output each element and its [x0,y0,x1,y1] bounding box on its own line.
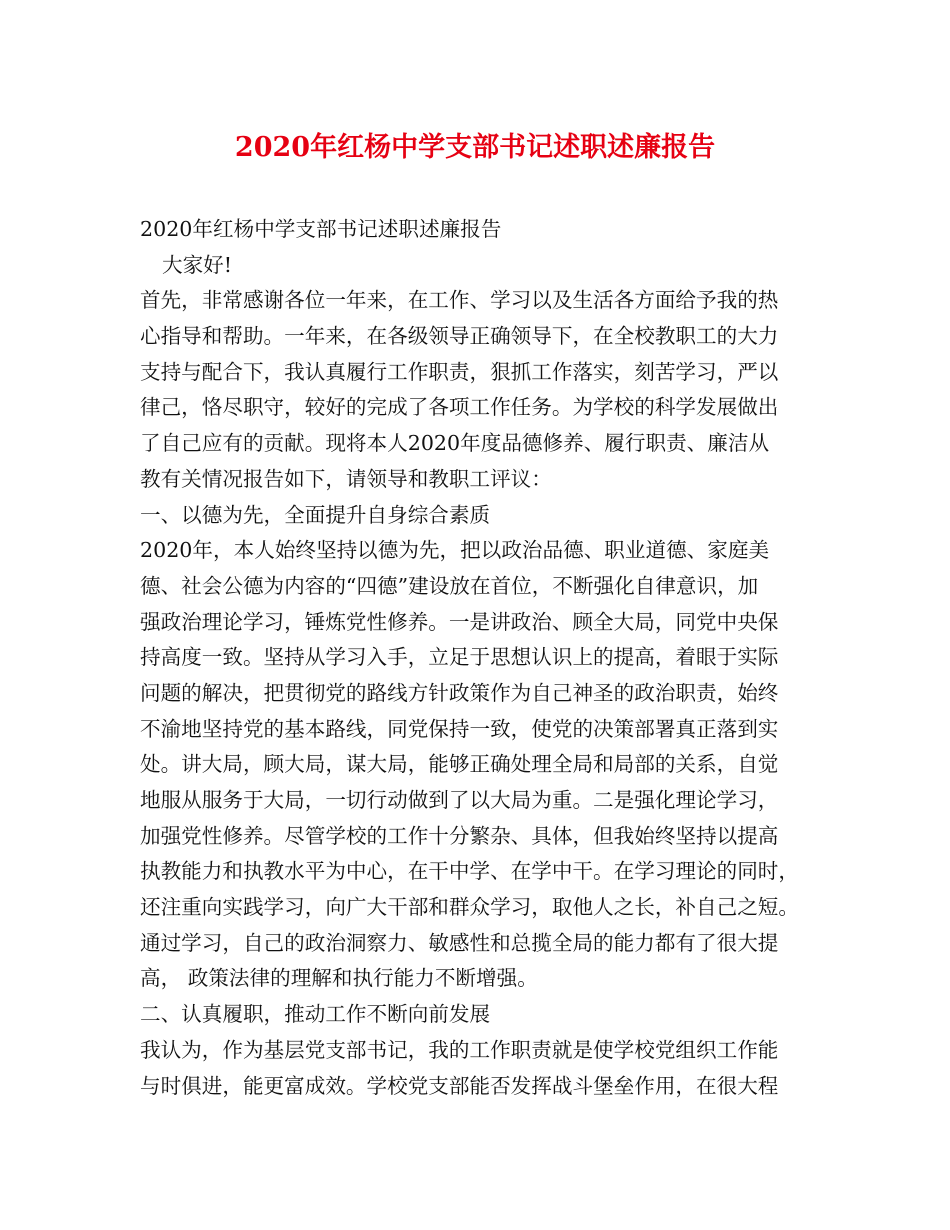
greeting-line: 大家好! [162,252,233,277]
section-heading-1: 一、以德为先，全面提升自身综合素质 [140,502,491,527]
body-line: 问题的解决，把贯彻党的路线方针政策作为自己神圣的政治职责，始终 [140,680,779,705]
body-line: 地服从服务于大局，一切行动做到了以大局为重。二是强化理论学习， [140,788,779,812]
body-line: 我认为，作为基层党支部书记，我的工作职责就是使学校党组织工作能 [140,1037,779,1062]
document-body [140,212,830,1104]
body-line: 心指导和帮助。一年来，在各级领导正确领导下，在全校教职工的大力 [140,324,779,349]
body-line: 不渝地坚持党的基本路线，同党保持一致，使党的决策部署真正落到实 [140,716,779,741]
body-line: 通过学习，自己的政治洞察力、敏感性和总揽全局的能力都有了很大提 [140,930,779,955]
body-line: 与时俱进，能更富成效。学校党支部能否发挥战斗堡垒作用，在很大程 [140,1073,779,1098]
body-line: 支持与配合下，我认真履行工作职责，狠抓工作落实，刻苦学习，严以 [140,359,779,384]
body-line: 德、社会公德为内容的“四德”建设放在首位，不断强化自律意识，加 [140,573,759,598]
body-line: 持高度一致。坚持从学习入手，立足于思想认识上的提高，着眼于实际 [140,645,779,670]
body-line: 高， 政策法律的理解和执行能力不断增强。 [140,966,538,991]
body-line: 2020年，本人始终坚持以德为先，把以政治品德、职业道德、家庭美 [140,538,770,563]
section-heading-2: 二、认真履职，推动工作不断向前发展 [140,1002,491,1027]
body-line: 教有关情况报告如下，请领导和教职工评议： [140,466,552,491]
body-line: 加强党性修养。尽管学校的工作十分繁杂、具体，但我始终坚持以提高 [140,823,779,848]
body-line: 2020年红杨中学支部书记述职述廉报告 [140,217,502,241]
body-line: 强政治理论学习，锤炼党性修养。一是讲政治、顾全大局，同党中央保 [140,609,779,634]
body-line: 执教能力和执教水平为中心，在干中学、在学中干。在学习理论的同时， [140,859,799,884]
document-title: 2020年红杨中学支部书记述职述廉报告 [234,132,716,163]
body-line: 还注重向实践学习，向广大干部和群众学习，取他人之长，补自己之短。 [140,895,799,920]
body-line: 律己，恪尽职守，较好的完成了各项工作任务。为学校的科学发展做出 [140,395,779,420]
body-line: 首先，非常感谢各位一年来，在工作、学习以及生活各方面给予我的热 [140,288,779,313]
body-line: 了自己应有的贡献。现将本人2020年度品德修养、履行职责、廉洁从 [140,431,770,456]
body-line: 处。讲大局，顾大局，谋大局，能够正确处理全局和局部的关系，自觉 [140,752,779,777]
